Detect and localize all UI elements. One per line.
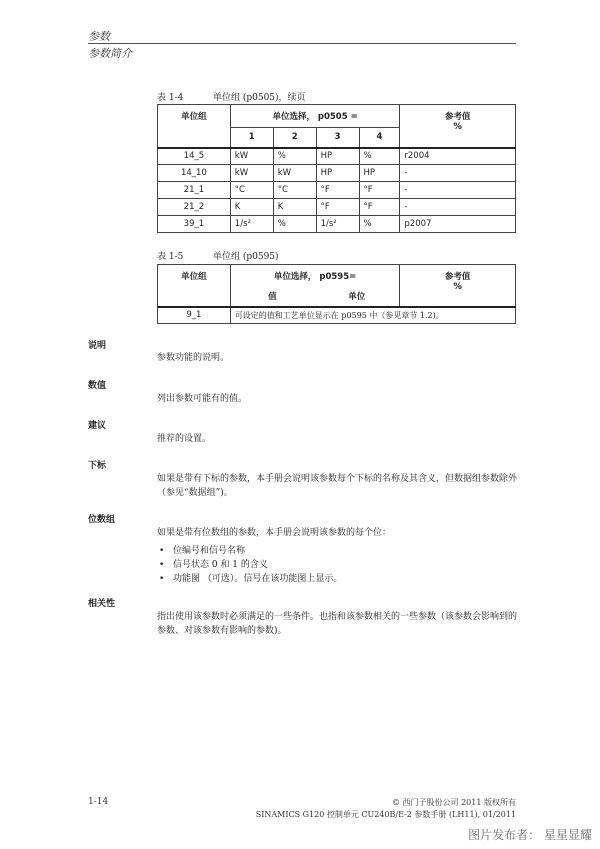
unit-group-table-p0505 bbox=[157, 104, 516, 233]
table-row bbox=[158, 199, 516, 216]
sub-header-4: 4 bbox=[359, 128, 400, 148]
table-row bbox=[158, 165, 516, 182]
cell-sel1: K bbox=[230, 199, 273, 216]
section-heading-dependency: 相关性 bbox=[88, 599, 116, 609]
cell-group: 14_10 bbox=[158, 165, 231, 182]
cell-sel2: °C bbox=[273, 182, 316, 199]
cell-sel2: K bbox=[273, 199, 316, 216]
table-row bbox=[158, 182, 516, 199]
publisher-watermark: 图片发布者： 星星显耀 bbox=[468, 828, 592, 842]
section-heading-values: 数值 bbox=[88, 381, 107, 391]
col-header-unit-select: 单位选择， p0595= bbox=[230, 265, 400, 287]
col-header-unit-select: 单位选择， p0505 = bbox=[230, 105, 400, 128]
reference-unit: % bbox=[453, 282, 462, 292]
list-item: • 位编号和信号名称 bbox=[157, 544, 517, 558]
running-header-subtitle: 参数简介 bbox=[88, 47, 132, 60]
table-row bbox=[158, 148, 516, 165]
cell-sel2: % bbox=[273, 148, 316, 165]
running-header-title: 参数 bbox=[88, 30, 110, 43]
section-body-description: 参数功能的说明。 bbox=[157, 353, 230, 363]
cell-sel4: °F bbox=[359, 182, 400, 199]
cell-sel4: °F bbox=[359, 199, 400, 216]
page-number: 1-14 bbox=[88, 797, 109, 807]
table5-caption-number: 表 1-5 bbox=[157, 252, 184, 262]
table-row bbox=[158, 307, 516, 324]
cell-group: 21_2 bbox=[158, 199, 231, 216]
cell-ref: p2007 bbox=[400, 216, 516, 233]
cell-sel4: % bbox=[359, 216, 400, 233]
section-heading-bitfield: 位数组 bbox=[88, 515, 116, 525]
section-heading-index: 下标 bbox=[88, 461, 107, 471]
header-rule bbox=[88, 43, 516, 44]
section-heading-description: 说明 bbox=[88, 341, 107, 351]
col-header-reference bbox=[400, 105, 516, 148]
cell-sel3: 1/s² bbox=[316, 216, 359, 233]
cell-ref: - bbox=[400, 199, 516, 216]
section-body-recommendation: 推荐的设置。 bbox=[157, 434, 212, 444]
cell-sel1: kW bbox=[230, 165, 273, 182]
table-row bbox=[158, 216, 516, 233]
cell-description: 可设定的值和工艺单位显示在 p0595 中（参见章节 1.2)。 bbox=[230, 307, 515, 324]
table4-caption bbox=[157, 90, 306, 103]
list-item: • 信号状态 0 和 1 的含义 bbox=[157, 558, 517, 572]
footer-manual: SINAMICS G120 控制单元 CU240B/E-2 参数手册 (LH11), 01/2011 bbox=[255, 810, 516, 819]
cell-sel1: 1/s² bbox=[230, 216, 273, 233]
section-heading-recommendation: 建议 bbox=[88, 421, 107, 431]
reference-label: 参考值 bbox=[444, 112, 471, 122]
sub-header-1: 1 bbox=[230, 128, 273, 148]
cell-sel3: HP bbox=[316, 165, 359, 182]
unit-group-table-p0595 bbox=[157, 264, 516, 324]
cell-group: 21_1 bbox=[158, 182, 231, 199]
sub-header-3: 3 bbox=[316, 128, 359, 148]
reference-label: 参考值 bbox=[444, 272, 471, 282]
cell-sel1: °C bbox=[230, 182, 273, 199]
cell-group: 9_1 bbox=[158, 307, 231, 324]
cell-ref: - bbox=[400, 165, 516, 182]
cell-sel3: °F bbox=[316, 199, 359, 216]
bitfield-intro: 如果是带有位数组的参数，本手册会说明该参数的每个位： bbox=[157, 528, 392, 538]
sub-header-2: 2 bbox=[273, 128, 316, 148]
cell-sel3: HP bbox=[316, 148, 359, 165]
col-header-unit-group: 单位组 bbox=[158, 265, 231, 307]
section-body-index: 如果是带有下标的参数，本手册会说明该参数每个下标的名称及其含义，但数据组参数除外（参见“数据组”)。 bbox=[157, 474, 518, 498]
table5-caption-text: 单位组 (p0595) bbox=[213, 252, 279, 262]
cell-ref: - bbox=[400, 182, 516, 199]
bitfield-list bbox=[157, 544, 517, 586]
cell-group: 14_5 bbox=[158, 148, 231, 165]
cell-ref: r2004 bbox=[400, 148, 516, 165]
table4-caption-number: 表 1-4 bbox=[157, 93, 184, 103]
cell-sel2: kW bbox=[273, 165, 316, 182]
section-body-dependency: 指出使用该参数时必须满足的一些条件。也指和该参数相关的一些参数（该参数会影响到的参数、对该参数有影响的参数)。 bbox=[157, 612, 518, 636]
reference-unit: % bbox=[453, 122, 462, 132]
col-header-reference bbox=[400, 265, 516, 307]
cell-sel3: °F bbox=[316, 182, 359, 199]
cell-sel4: % bbox=[359, 148, 400, 165]
section-body-bitfield bbox=[157, 526, 517, 586]
sub-header-unit: 单位 bbox=[314, 287, 400, 307]
sub-header-value: 值 bbox=[230, 287, 314, 307]
list-item: • 功能图 （可选）。信号在该功能图上显示。 bbox=[157, 572, 517, 586]
cell-sel2: % bbox=[273, 216, 316, 233]
footer-copyright: © 西门子股份公司 2011 版权所有 bbox=[392, 798, 516, 807]
table5-caption bbox=[157, 249, 279, 262]
cell-sel1: kW bbox=[230, 148, 273, 165]
section-body-values: 列出参数可能有的值。 bbox=[157, 394, 248, 404]
cell-sel4: HP bbox=[359, 165, 400, 182]
cell-group: 39_1 bbox=[158, 216, 231, 233]
col-header-unit-group: 单位组 bbox=[158, 105, 231, 148]
table4-caption-text: 单位组 (p0505)，续页 bbox=[213, 93, 306, 103]
